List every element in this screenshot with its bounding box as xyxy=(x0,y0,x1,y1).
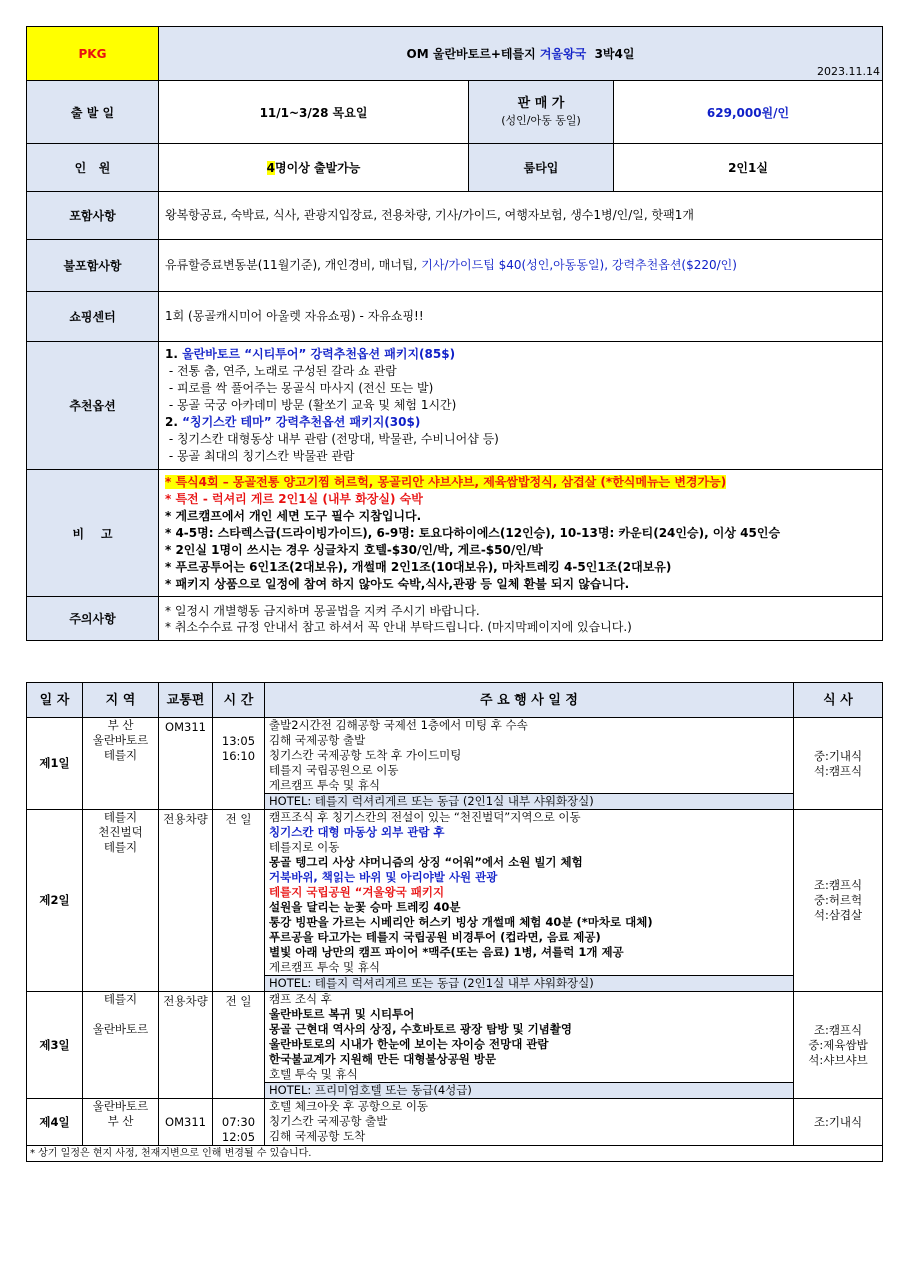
event-line xyxy=(265,810,793,825)
meal-line: 석:샤브샤브 xyxy=(808,1052,868,1067)
schedule-time xyxy=(213,810,265,992)
options-label: 추천옵션 xyxy=(27,342,159,470)
event-text: 거북바위, 책읽는 바위 및 아리야발 사원 관광 xyxy=(269,870,498,884)
option-number: 2. xyxy=(165,415,183,429)
event-line xyxy=(265,885,793,900)
option-text: - 전통 춤, 연주, 노래로 구성된 갈라 쇼 관람 xyxy=(165,364,397,378)
schedule-day-row xyxy=(27,810,883,976)
option-line xyxy=(165,397,882,414)
people-text: 명이상 출발가능 xyxy=(275,161,361,175)
region-line xyxy=(83,1007,158,1022)
schedule-column-header: 주 요 행 사 일 정 xyxy=(265,683,794,718)
schedule-time xyxy=(213,1099,265,1146)
remark-text: * 4-5명: 스타렉스급(드라이빙가이드), 6-9명: 토요다하이에스(12인승), 10-13명: 카운티(24인승), 이상 45인승 xyxy=(165,525,781,540)
price-value: 629,000원/인 xyxy=(614,81,883,144)
event-line xyxy=(265,960,793,975)
meal-line: 중:제육쌈밥 xyxy=(808,1037,868,1052)
schedule-events xyxy=(265,810,794,976)
event-line xyxy=(265,733,793,748)
event-text: 테를지 국립공원 “겨울왕국 패키지 xyxy=(269,885,445,899)
region-line: 울란바토르 xyxy=(92,1022,149,1036)
people-min-number: 4 xyxy=(266,161,276,175)
departure-label: 출 발 일 xyxy=(27,81,159,144)
schedule-table xyxy=(26,682,883,1162)
meal-line: 석:캠프식 xyxy=(813,763,863,778)
event-line xyxy=(265,900,793,915)
meal-line: 석:삼겹살 xyxy=(813,908,863,922)
region-line: 테를지 xyxy=(103,810,138,824)
schedule-time xyxy=(213,718,265,810)
info-table xyxy=(26,26,883,641)
region-line: 테를지 xyxy=(103,748,138,762)
schedule-column-header: 일 자 xyxy=(27,683,83,718)
event-text: 몽골 근현대 역사의 상징, 수호바토르 광장 탐방 및 기념촬영 xyxy=(269,1022,573,1036)
schedule-meals xyxy=(794,992,883,1099)
price-label-cell xyxy=(469,81,614,144)
included-value: 왕복항공료, 숙박료, 식사, 관광지입장료, 전용차량, 기사/가이드, 여행자보험, 생수1병/인/일, 핫팩1개 xyxy=(159,192,883,240)
event-text: 한국불교계가 지원해 만든 대형불상공원 방문 xyxy=(269,1052,497,1066)
included-label: 포함사항 xyxy=(27,192,159,240)
remark-line xyxy=(165,576,882,593)
schedule-meals xyxy=(794,718,883,810)
people-label: 인 원 xyxy=(27,144,159,192)
time-line: 전 일 xyxy=(225,812,252,826)
schedule-transport: 전용차량 xyxy=(159,992,213,1099)
option-text: - 피로를 싹 풀어주는 몽골식 마사지 (전신 또는 발) xyxy=(165,381,434,395)
event-line xyxy=(265,748,793,763)
schedule-header-row xyxy=(27,683,883,718)
option-text: - 칭기스칸 대형동상 내부 관람 (전망대, 박물관, 수비니어샵 등) xyxy=(165,432,499,446)
schedule-day: 제4일 xyxy=(27,1099,83,1146)
remark-line xyxy=(165,508,882,525)
option-text: “칭기스칸 테마” 강력추천옵션 패키지(30$) xyxy=(182,415,421,429)
room-label: 룸타입 xyxy=(469,144,614,192)
region-line: 테를지 xyxy=(103,840,138,854)
schedule-column-header: 교통편 xyxy=(159,683,213,718)
excluded-text: 유류할증료변동분(11월기준), 개인경비, 매너팁, xyxy=(165,258,422,272)
caution-line: * 취소수수료 규정 안내서 참고 하셔서 꼭 안내 부탁드립니다. (마지막페이지에 있습니다.) xyxy=(165,619,632,634)
schedule-hotel: HOTEL: 테를지 럭셔리게르 또는 동급 (2인1실 내부 샤워화장실) xyxy=(265,794,794,810)
page-title xyxy=(159,27,883,81)
region-line: 천진벌덕 xyxy=(98,825,143,839)
option-line xyxy=(165,363,882,380)
event-text: 칭기스칸 대형 마동상 외부 관람 후 xyxy=(269,825,445,839)
meal-line: 중:기내식 xyxy=(813,748,863,763)
event-line xyxy=(265,870,793,885)
schedule-column-header: 식 사 xyxy=(794,683,883,718)
event-text: 울란바토로의 시내가 한눈에 보이는 자이승 전망대 관람 xyxy=(269,1037,549,1051)
schedule-column-header: 지 역 xyxy=(83,683,159,718)
departure-value: 11/1~3/28 목요일 xyxy=(159,81,469,144)
remark-line xyxy=(165,491,882,508)
option-line xyxy=(165,448,882,465)
remark-text: * 2인실 1명이 쓰시는 경우 싱글차지 호텔-$30/인/박, 게르-$50/인/박 xyxy=(165,542,543,557)
event-line xyxy=(265,1037,793,1052)
event-text: 호텔 투숙 및 휴식 xyxy=(269,1067,358,1081)
event-text: 캠프 조식 후 xyxy=(269,992,332,1006)
remark-line xyxy=(165,474,882,491)
schedule-day: 제3일 xyxy=(27,992,83,1099)
schedule-column-header: 시 간 xyxy=(213,683,265,718)
schedule-meals xyxy=(794,810,883,992)
options-list xyxy=(159,342,883,470)
event-text: 게르캠프 투숙 및 휴식 xyxy=(269,960,380,974)
event-text: 호텔 체크아웃 후 공항으로 이동 xyxy=(269,1099,429,1113)
schedule-transport: OM311 xyxy=(159,1099,213,1146)
excluded-value xyxy=(159,240,883,292)
schedule-transport: 전용차량 xyxy=(159,810,213,992)
event-text: 설원을 달리는 눈꽃 승마 트레킹 40분 xyxy=(269,900,461,914)
shopping-label: 쇼핑센터 xyxy=(27,292,159,342)
title-part3: 3박4일 xyxy=(586,47,635,61)
event-text: 게르캠프 투숙 및 휴식 xyxy=(269,778,380,792)
event-line xyxy=(265,763,793,778)
price-sub-label: (성인/아동 동일) xyxy=(501,114,581,127)
time-line: 16:10 xyxy=(221,749,256,763)
event-line xyxy=(265,1114,793,1129)
pkg-label: PKG xyxy=(27,27,159,81)
meal-line: 조:캠프식 xyxy=(813,1022,863,1037)
schedule-region xyxy=(83,810,159,992)
option-line xyxy=(165,431,882,448)
remark-text: * 패키지 상품으로 일정에 참여 하지 않아도 숙박,식사,관광 등 일체 환불 되지 않습니다. xyxy=(165,576,630,591)
region-line: 테를지 xyxy=(103,992,138,1006)
price-label: 판 매 가 xyxy=(517,96,565,111)
time-line: 13:05 xyxy=(221,734,256,748)
region-line: 부 산 xyxy=(107,1114,134,1128)
schedule-region xyxy=(83,992,159,1099)
remark-text: * 특식4회 – 몽골전통 양고기찜 허르헉, 몽골리안 샤브샤브, 제육쌈밥정식, 삼겹살 (*한식메뉴는 변경가능) xyxy=(165,474,727,489)
region-line: 울란바토르 xyxy=(92,733,149,747)
excluded-label: 불포함사항 xyxy=(27,240,159,292)
event-line xyxy=(265,945,793,960)
event-text: 테를지로 이동 xyxy=(269,840,340,854)
event-line xyxy=(265,855,793,870)
time-line: 07:30 xyxy=(221,1115,256,1129)
document-date: 2023.11.14 xyxy=(817,65,881,78)
schedule-region xyxy=(83,718,159,810)
event-text: 칭기스칸 국제공항 출발 xyxy=(269,1114,388,1128)
schedule-hotel: HOTEL: 테를지 럭셔리게르 또는 동급 (2인1실 내부 샤워화장실) xyxy=(265,976,794,992)
title-highlight: 겨울왕국 xyxy=(539,47,587,61)
remarks-label: 비 고 xyxy=(27,470,159,597)
event-line xyxy=(265,1052,793,1067)
schedule-day-row xyxy=(27,1099,883,1146)
event-text: 김해 국제공항 도착 xyxy=(269,1129,366,1143)
event-line xyxy=(265,718,793,733)
remark-line xyxy=(165,525,882,542)
meal-line: 중:허르헉 xyxy=(813,893,863,907)
schedule-meals xyxy=(794,1099,883,1146)
caution-list xyxy=(159,597,883,641)
schedule-day-row xyxy=(27,992,883,1083)
option-line xyxy=(165,414,882,431)
event-line xyxy=(265,1129,793,1144)
event-line xyxy=(265,930,793,945)
caution-line: * 일정시 개별행동 금지하며 몽골법을 지켜 주시기 바랍니다. xyxy=(165,603,480,618)
event-text: 테를지 국립공원으로 이동 xyxy=(269,763,399,777)
event-line xyxy=(265,1007,793,1022)
event-text: 출발2시간전 김해공항 국제선 1층에서 미팅 후 수속 xyxy=(269,718,528,732)
option-line xyxy=(165,346,882,363)
schedule-day: 제2일 xyxy=(27,810,83,992)
option-text: 울란바토르 “시티투어” 강력추천옵션 패키지(85$) xyxy=(182,347,456,361)
event-line xyxy=(265,778,793,793)
schedule-events xyxy=(265,1099,794,1146)
event-line xyxy=(265,825,793,840)
time-line: 전 일 xyxy=(225,994,252,1008)
remarks-list xyxy=(159,470,883,597)
event-text: 푸르공을 타고가는 테를지 국립공원 비경투어 (컵라면, 음료 제공) xyxy=(269,930,601,944)
option-text: - 몽골 최대의 칭기스칸 박물관 관람 xyxy=(165,449,355,463)
event-text: 칭기스칸 국제공항 도착 후 가이드미팅 xyxy=(269,748,462,762)
schedule-events xyxy=(265,992,794,1083)
shopping-value: 1회 (몽골캐시미어 아울렛 자유쇼핑) - 자유쇼핑!! xyxy=(159,292,883,342)
schedule-day: 제1일 xyxy=(27,718,83,810)
schedule-footnote: * 상기 일정은 현지 사정, 천재지변으로 인해 변경될 수 있습니다. xyxy=(27,1146,883,1162)
event-line xyxy=(265,915,793,930)
excluded-tips: 기사/가이드팁 $40(성인,아동동일), 강력추천옵션($220/인) xyxy=(421,258,737,272)
schedule-region xyxy=(83,1099,159,1146)
remark-text: * 푸르공투어는 6인1조(2대보유), 개썰매 2인1조(10대보유), 마차트레킹 4-5인1조(2대보유) xyxy=(165,559,672,574)
remark-line xyxy=(165,542,882,559)
event-text: 김해 국제공항 출발 xyxy=(269,733,366,747)
remark-text: * 특전 - 럭셔리 게르 2인1실 (내부 화장실) 숙박 xyxy=(165,491,423,506)
event-text: 별빛 아래 낭만의 캠프 파이어 *맥주(또는 음료) 1병, 셔를럭 1개 제공 xyxy=(269,945,624,959)
remark-line xyxy=(165,559,882,576)
schedule-transport: OM311 xyxy=(159,718,213,810)
meal-line: 조:기내식 xyxy=(813,1114,863,1129)
option-line xyxy=(165,380,882,397)
room-value: 2인1실 xyxy=(614,144,883,192)
schedule-time xyxy=(213,992,265,1099)
meal-line: 조:캠프식 xyxy=(813,878,863,892)
event-text: 통강 빙판을 가르는 시베리안 허스키 빙상 개썰매 체험 40분 (*마차로 대체) xyxy=(269,915,653,929)
region-line: 부 산 xyxy=(107,718,134,732)
schedule-hotel: HOTEL: 프리미엄호텔 또는 동급(4성급) xyxy=(265,1083,794,1099)
event-line xyxy=(265,840,793,855)
event-text: 캠프조식 후 칭기스칸의 전설이 있는 “천진벌덕”지역으로 이동 xyxy=(269,810,581,824)
event-text: 울란바토르 복귀 및 시티투어 xyxy=(269,1007,415,1021)
caution-label: 주의사항 xyxy=(27,597,159,641)
event-text: 몽골 텡그리 사상 샤머니즘의 상징 “어워”에서 소원 빌기 체험 xyxy=(269,855,583,869)
option-number: 1. xyxy=(165,347,183,361)
time-line: 12:05 xyxy=(221,1130,256,1144)
option-text: - 몽골 국궁 아카데미 방문 (활쏘기 교육 및 체험 1시간) xyxy=(165,398,457,412)
schedule-day-row xyxy=(27,718,883,794)
region-line: 울란바토르 xyxy=(92,1099,149,1113)
event-line xyxy=(265,1067,793,1082)
title-part1: OM 울란바토르+테를지 xyxy=(406,47,540,61)
people-value xyxy=(159,144,469,192)
remark-text: * 게르캠프에서 개인 세면 도구 필수 지참입니다. xyxy=(165,508,422,523)
event-line xyxy=(265,992,793,1007)
event-line xyxy=(265,1022,793,1037)
event-line xyxy=(265,1099,793,1114)
schedule-events xyxy=(265,718,794,794)
